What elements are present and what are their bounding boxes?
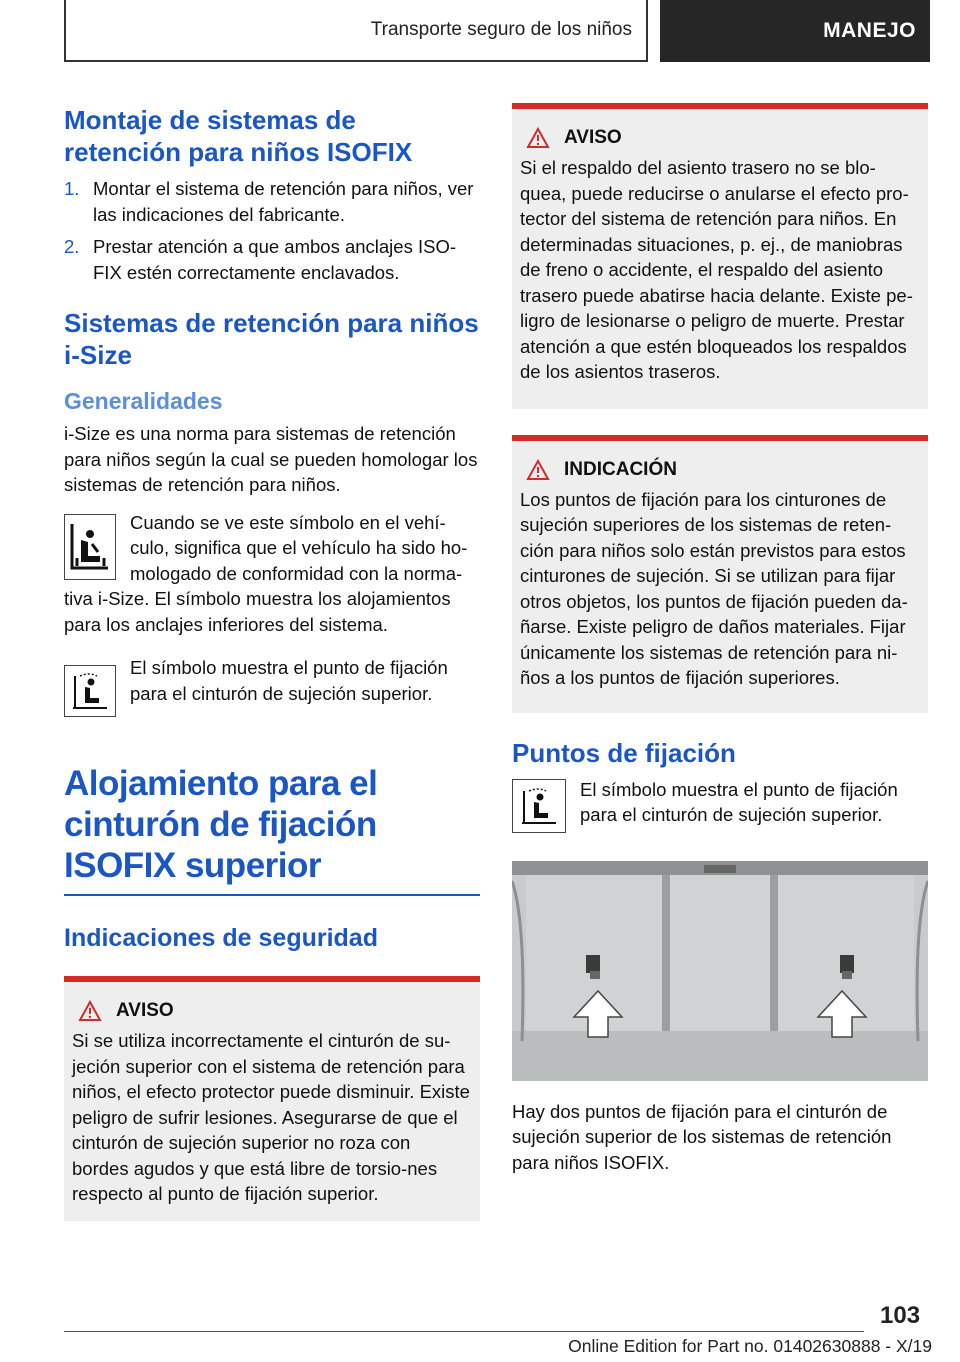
step-number: 2. bbox=[64, 236, 80, 257]
paragraph-top-tether-symbol: El símbolo muestra el punto de fijación para el cinturón de sujeción superior. bbox=[580, 778, 898, 825]
notice-text: Los puntos de fijación para los cinturones de sujeción superiores de los sistemas de reten‐ción para niños solo están previstos para estos cinturones de sujeción. Si se utilizan para fijar otros objetos, los puntos de fijación pueden da‐ñarse. Existe peligro de daños materiales. Fijar únicamente los sistemas de retención para ni‐ños a los puntos de fijación superiores. bbox=[520, 488, 908, 688]
chapter-title: Transporte seguro de los niños bbox=[64, 0, 648, 62]
heading-top-tether-mount: Alojamiento para el cinturón de fijación ISOFIX superior bbox=[64, 764, 378, 885]
heading-anchor-points: Puntos de fijación bbox=[512, 737, 736, 768]
paragraph-general: i-Size es una norma para sistemas de retención para niños según la cual se pueden homologar los sistemas de retención para niños. bbox=[64, 423, 478, 495]
notice-title-row bbox=[520, 459, 920, 481]
top-tether-anchor-icon bbox=[512, 779, 566, 833]
heading-rule bbox=[64, 894, 480, 896]
page-number: 103 bbox=[880, 1302, 921, 1329]
paragraph-isize-symbol: Cuando se ve este símbolo en el vehí‐culo, significa que el vehículo ha sido ho‐mologado de conformidad con la norma‐tiva i-Size. El símbolo muestra los alojamientos para los anclajes inferiores del sistema. bbox=[64, 511, 468, 635]
left-column bbox=[64, 100, 480, 1221]
section-title: MANEJO bbox=[660, 0, 930, 62]
heading-isize: Sistemas de retención para niños i-Size bbox=[64, 308, 479, 370]
isize-child-seat-icon bbox=[64, 514, 116, 580]
warning-triangle-icon bbox=[78, 1000, 102, 1022]
notice-title: AVISO bbox=[564, 127, 622, 148]
step-item bbox=[64, 176, 480, 227]
step-text: Montar el sistema de retención para niños, ver las indicaciones del fabricante. bbox=[93, 178, 474, 225]
step-text: Prestar atención a que ambos anclajes ISO‐FIX estén correctamente enclavados. bbox=[93, 236, 456, 283]
notice-title-row bbox=[72, 1000, 472, 1022]
top-tether-symbol-block bbox=[64, 655, 480, 723]
warning-triangle-icon bbox=[526, 459, 550, 481]
warning-triangle-icon bbox=[526, 127, 550, 149]
anchor-points-photo bbox=[512, 861, 928, 1081]
notice-title: AVISO bbox=[116, 1000, 174, 1021]
heading-isofix-mounting: Montaje de sistemas de retención para niños ISOFIX bbox=[64, 105, 413, 167]
step-item bbox=[64, 234, 480, 285]
paragraph-two-anchor-points: Hay dos puntos de fijación para el cinturón de sujeción superior de los sistemas de retención para niños ISOFIX. bbox=[512, 1100, 892, 1173]
indication-notice bbox=[512, 435, 928, 713]
warning-notice bbox=[512, 103, 928, 409]
warning-notice bbox=[64, 976, 480, 1221]
notice-title: INDICACIÓN bbox=[564, 458, 677, 480]
step-number: 1. bbox=[64, 178, 80, 199]
footer-rule bbox=[64, 1331, 864, 1332]
top-tether-symbol-block bbox=[512, 777, 928, 839]
page-header bbox=[64, 0, 930, 64]
notice-title-row bbox=[520, 127, 920, 149]
top-tether-anchor-icon bbox=[64, 665, 116, 717]
edition-note: Online Edition for Part no. 01402630888 - X/19 bbox=[568, 1336, 932, 1356]
notice-text: Si se utiliza incorrectamente el cinturón de su‐jeción superior con el sistema de retención para niños, el efecto protector puede disminuir. Existe peligro de sufrir lesiones. Asegurarse de que el cinturón de sujeción superior no roza con bordes agudos y que está libre de torsio‐nes respecto al punto de fijación superior. bbox=[72, 1030, 470, 1204]
heading-safety: Indicaciones de seguridad bbox=[64, 924, 378, 952]
notice-text: Si el respaldo del asiento trasero no se blo‐quea, puede reducirse o anularse el efecto pro‐tector del sistema de retención para niños. En determinadas situaciones, p. ej., de maniobras de freno o accidente, el respaldo del asiento trasero puede abatirse hacia delante. Existe pe‐ligro de lesionarse o peligro de muerte. Prestar atención a que estén bloqueados los respaldos de los asientos traseros. bbox=[520, 157, 913, 382]
paragraph-top-tether-symbol: El símbolo muestra el punto de fijación para el cinturón de sujeción superior. bbox=[130, 657, 448, 704]
heading-generalities: Generalidades bbox=[64, 388, 223, 414]
right-column bbox=[512, 103, 928, 1175]
mounting-steps bbox=[64, 176, 480, 285]
isize-symbol-block bbox=[64, 510, 480, 638]
